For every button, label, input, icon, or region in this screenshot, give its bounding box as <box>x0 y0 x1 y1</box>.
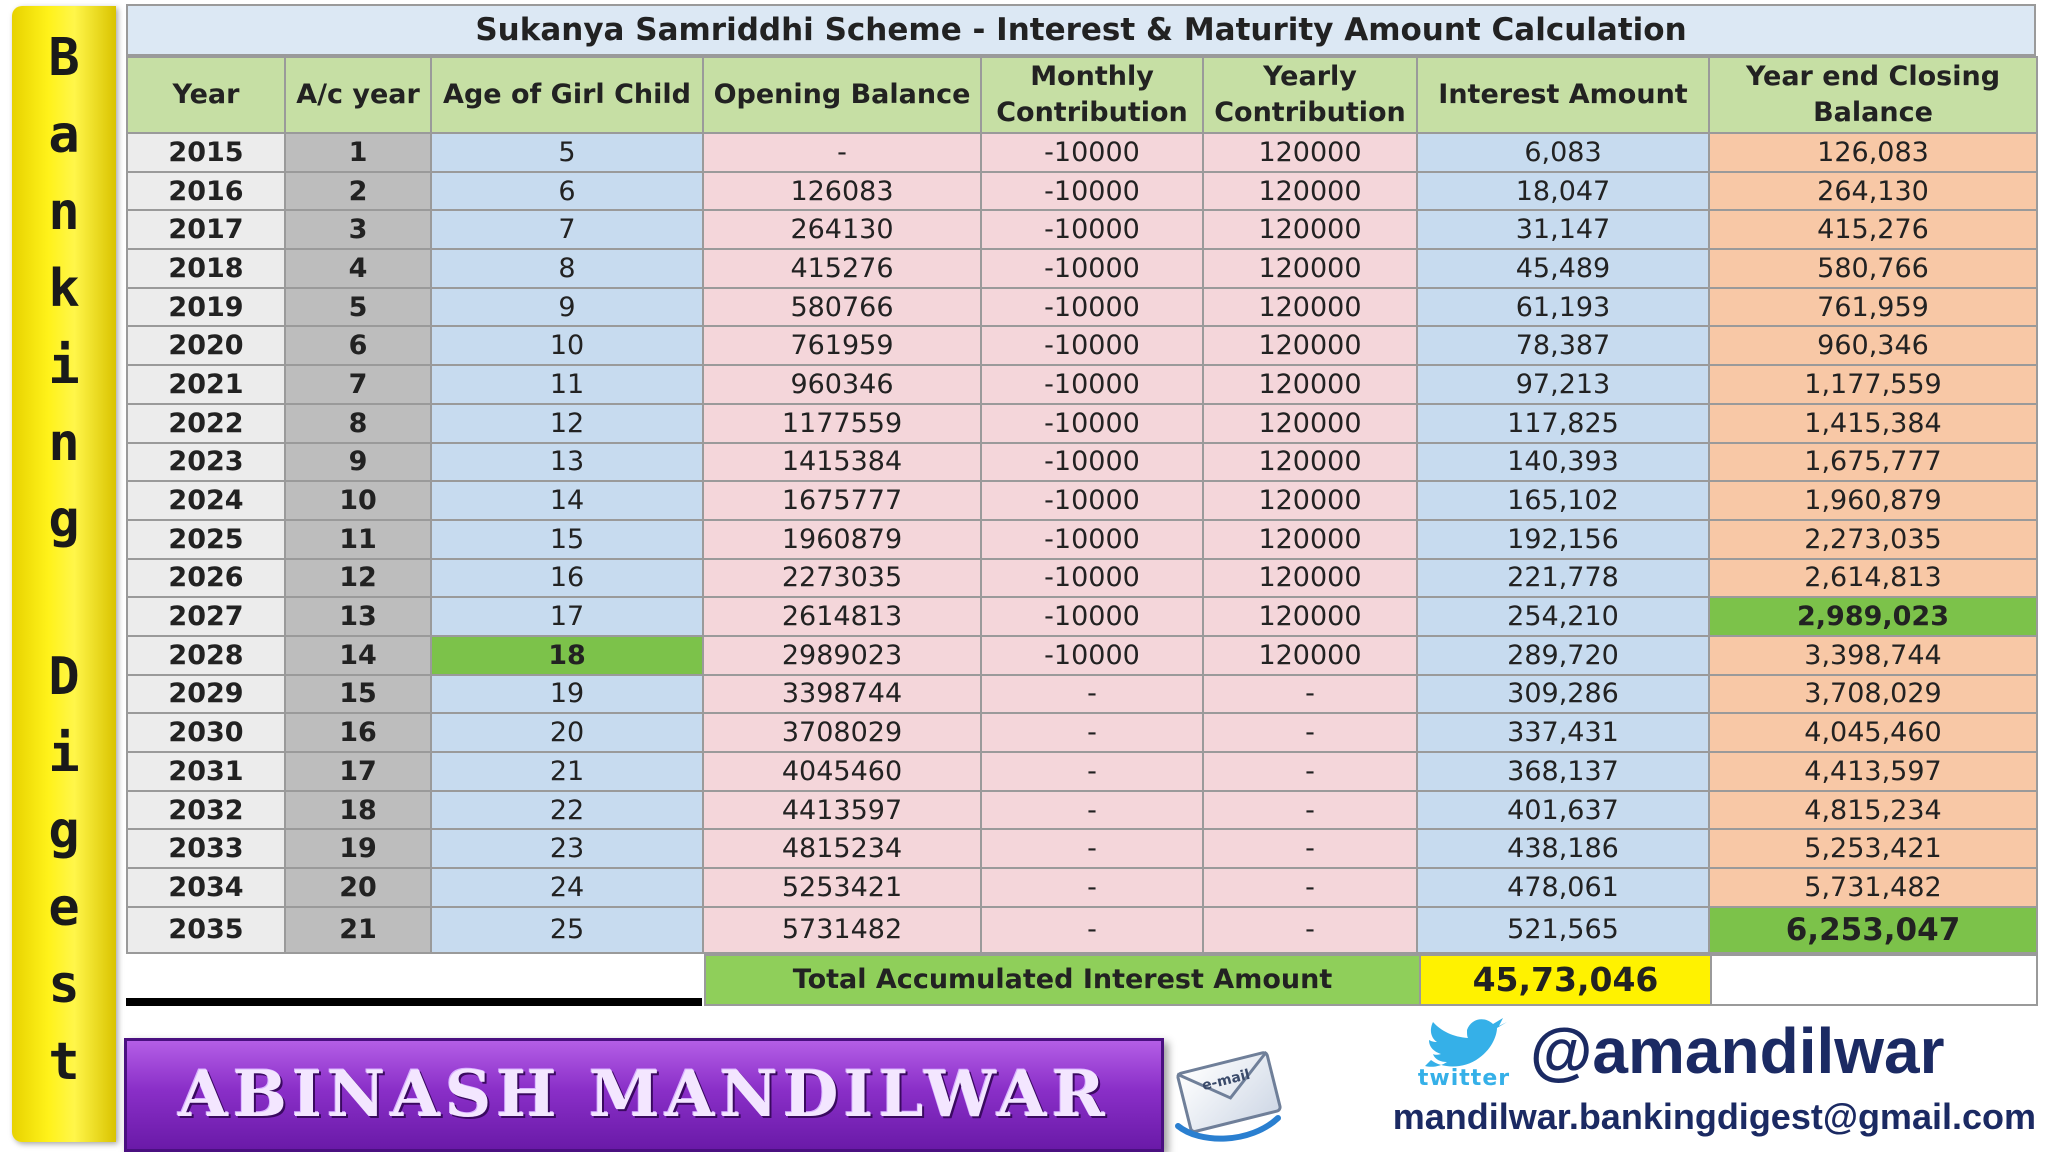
cell-monthly-contribution: -10000 <box>981 559 1203 598</box>
cell-closing-balance: 960,346 <box>1709 326 2037 365</box>
cell-closing-balance: 126,083 <box>1709 133 2037 172</box>
cell-closing-balance: 4,413,597 <box>1709 752 2037 791</box>
cell-monthly-contribution: - <box>981 868 1203 907</box>
cell-opening-balance: 580766 <box>703 288 981 327</box>
cell-opening-balance: - <box>703 133 981 172</box>
side-banner-letters <box>12 6 116 1142</box>
table-row <box>127 520 2037 559</box>
cell-age: 11 <box>431 365 703 404</box>
cell-age: 23 <box>431 829 703 868</box>
side-banner-letter: a <box>48 105 80 165</box>
divider-line <box>126 998 702 1006</box>
cell-ac-year: 11 <box>285 520 431 559</box>
cell-ac-year: 5 <box>285 288 431 327</box>
cell-ac-year: 3 <box>285 210 431 249</box>
cell-ac-year: 6 <box>285 326 431 365</box>
cell-monthly-contribution: -10000 <box>981 443 1203 482</box>
table-row <box>127 249 2037 288</box>
cell-age: 17 <box>431 597 703 636</box>
cell-monthly-contribution: -10000 <box>981 172 1203 211</box>
side-banner-letter: t <box>48 1032 80 1092</box>
cell-interest-amount: 521,565 <box>1417 907 1709 953</box>
cell-closing-balance: 1,960,879 <box>1709 481 2037 520</box>
cell-interest-amount: 401,637 <box>1417 791 1709 830</box>
cell-age: 18 <box>431 636 703 675</box>
cell-monthly-contribution: - <box>981 791 1203 830</box>
cell-closing-balance: 1,675,777 <box>1709 443 2037 482</box>
side-banner-letter: i <box>48 724 80 784</box>
cell-yearly-contribution: - <box>1203 829 1417 868</box>
cell-monthly-contribution: - <box>981 907 1203 953</box>
side-banner-letter: e <box>48 878 80 938</box>
cell-monthly-contribution: -10000 <box>981 249 1203 288</box>
cell-year: 2033 <box>127 829 285 868</box>
cell-closing-balance: 4,045,460 <box>1709 713 2037 752</box>
cell-year: 2032 <box>127 791 285 830</box>
cell-age: 10 <box>431 326 703 365</box>
cell-age: 19 <box>431 675 703 714</box>
table-row <box>127 443 2037 482</box>
cell-opening-balance: 126083 <box>703 172 981 211</box>
cell-closing-balance: 1,415,384 <box>1709 404 2037 443</box>
cell-monthly-contribution: - <box>981 752 1203 791</box>
cell-monthly-contribution: -10000 <box>981 133 1203 172</box>
side-banner-letter: k <box>48 259 80 319</box>
email-icon <box>1170 1048 1290 1144</box>
cell-monthly-contribution: -10000 <box>981 636 1203 675</box>
cell-year: 2018 <box>127 249 285 288</box>
cell-ac-year: 15 <box>285 675 431 714</box>
cell-yearly-contribution: 120000 <box>1203 481 1417 520</box>
cell-year: 2022 <box>127 404 285 443</box>
header-yearly-contribution: Yearly Contribution <box>1203 57 1417 133</box>
cell-year: 2030 <box>127 713 285 752</box>
cell-year: 2028 <box>127 636 285 675</box>
cell-interest-amount: 254,210 <box>1417 597 1709 636</box>
cell-yearly-contribution: - <box>1203 907 1417 953</box>
cell-age: 9 <box>431 288 703 327</box>
cell-opening-balance: 1415384 <box>703 443 981 482</box>
cell-opening-balance: 4815234 <box>703 829 981 868</box>
cell-ac-year: 19 <box>285 829 431 868</box>
cell-closing-balance: 580,766 <box>1709 249 2037 288</box>
cell-yearly-contribution: 120000 <box>1203 365 1417 404</box>
table-row <box>127 752 2037 791</box>
cell-ac-year: 4 <box>285 249 431 288</box>
cell-interest-amount: 18,047 <box>1417 172 1709 211</box>
cell-monthly-contribution: -10000 <box>981 288 1203 327</box>
email-icon-text: e-mail <box>1200 1066 1252 1095</box>
cell-monthly-contribution: -10000 <box>981 365 1203 404</box>
cell-year: 2027 <box>127 597 285 636</box>
cell-opening-balance: 2989023 <box>703 636 981 675</box>
cell-opening-balance: 1960879 <box>703 520 981 559</box>
cell-ac-year: 7 <box>285 365 431 404</box>
cell-interest-amount: 97,213 <box>1417 365 1709 404</box>
cell-closing-balance: 761,959 <box>1709 288 2037 327</box>
cell-interest-amount: 337,431 <box>1417 713 1709 752</box>
cell-year: 2034 <box>127 868 285 907</box>
cell-ac-year: 20 <box>285 868 431 907</box>
twitter-handle[interactable]: @amandilwar <box>1530 1015 1945 1087</box>
cell-ac-year: 10 <box>285 481 431 520</box>
table-row <box>127 636 2037 675</box>
cell-interest-amount: 6,083 <box>1417 133 1709 172</box>
cell-year: 2031 <box>127 752 285 791</box>
cell-closing-balance: 5,731,482 <box>1709 868 2037 907</box>
total-row <box>126 954 2036 1006</box>
table-row <box>127 404 2037 443</box>
total-label: Total Accumulated Interest Amount <box>704 954 1421 1006</box>
cell-ac-year: 21 <box>285 907 431 953</box>
cell-opening-balance: 415276 <box>703 249 981 288</box>
cell-interest-amount: 140,393 <box>1417 443 1709 482</box>
cell-year: 2017 <box>127 210 285 249</box>
calculation-table <box>126 56 2038 954</box>
cell-ac-year: 16 <box>285 713 431 752</box>
cell-yearly-contribution: 120000 <box>1203 520 1417 559</box>
table-row <box>127 907 2037 953</box>
cell-monthly-contribution: -10000 <box>981 597 1203 636</box>
cell-year: 2029 <box>127 675 285 714</box>
table-body <box>127 133 2037 953</box>
cell-opening-balance: 5253421 <box>703 868 981 907</box>
cell-age: 25 <box>431 907 703 953</box>
cell-interest-amount: 31,147 <box>1417 210 1709 249</box>
cell-year: 2021 <box>127 365 285 404</box>
cell-opening-balance: 761959 <box>703 326 981 365</box>
cell-year: 2015 <box>127 133 285 172</box>
side-banner-letter: g <box>48 490 80 550</box>
cell-yearly-contribution: 120000 <box>1203 133 1417 172</box>
cell-opening-balance: 2614813 <box>703 597 981 636</box>
table-row <box>127 868 2037 907</box>
cell-ac-year: 12 <box>285 559 431 598</box>
cell-yearly-contribution: - <box>1203 713 1417 752</box>
header-monthly-contribution: Monthly Contribution <box>981 57 1203 133</box>
cell-interest-amount: 438,186 <box>1417 829 1709 868</box>
cell-opening-balance: 3398744 <box>703 675 981 714</box>
cell-closing-balance: 2,273,035 <box>1709 520 2037 559</box>
cell-age: 13 <box>431 443 703 482</box>
cell-opening-balance: 4045460 <box>703 752 981 791</box>
cell-monthly-contribution: -10000 <box>981 520 1203 559</box>
cell-year: 2019 <box>127 288 285 327</box>
cell-closing-balance: 2,989,023 <box>1709 597 2037 636</box>
cell-closing-balance: 4,815,234 <box>1709 791 2037 830</box>
cell-ac-year: 2 <box>285 172 431 211</box>
side-banner-letter: i <box>48 336 80 396</box>
cell-yearly-contribution: - <box>1203 791 1417 830</box>
table-row <box>127 288 2037 327</box>
side-banner-letter: n <box>48 413 80 473</box>
cell-interest-amount: 309,286 <box>1417 675 1709 714</box>
cell-ac-year: 17 <box>285 752 431 791</box>
cell-age: 21 <box>431 752 703 791</box>
cell-closing-balance: 1,177,559 <box>1709 365 2037 404</box>
header-opening-balance: Opening Balance <box>703 57 981 133</box>
table-row <box>127 597 2037 636</box>
cell-yearly-contribution: - <box>1203 752 1417 791</box>
cell-age: 16 <box>431 559 703 598</box>
cell-interest-amount: 221,778 <box>1417 559 1709 598</box>
cell-age: 7 <box>431 210 703 249</box>
cell-year: 2023 <box>127 443 285 482</box>
cell-age: 20 <box>431 713 703 752</box>
total-value: 45,73,046 <box>1419 954 1712 1006</box>
cell-ac-year: 8 <box>285 404 431 443</box>
cell-yearly-contribution: 120000 <box>1203 404 1417 443</box>
table-row <box>127 172 2037 211</box>
table-row <box>127 675 2037 714</box>
cell-closing-balance: 415,276 <box>1709 210 2037 249</box>
cell-opening-balance: 1675777 <box>703 481 981 520</box>
cell-closing-balance: 2,614,813 <box>1709 559 2037 598</box>
cell-opening-balance: 2273035 <box>703 559 981 598</box>
cell-interest-amount: 478,061 <box>1417 868 1709 907</box>
author-name: ABINASH MANDILWAR <box>178 1057 1110 1132</box>
table-row <box>127 713 2037 752</box>
side-banner-letter: g <box>48 801 80 861</box>
cell-ac-year: 14 <box>285 636 431 675</box>
cell-age: 6 <box>431 172 703 211</box>
cell-age: 24 <box>431 868 703 907</box>
cell-monthly-contribution: -10000 <box>981 210 1203 249</box>
cell-interest-amount: 192,156 <box>1417 520 1709 559</box>
cell-yearly-contribution: 120000 <box>1203 210 1417 249</box>
cell-monthly-contribution: -10000 <box>981 404 1203 443</box>
cell-yearly-contribution: 120000 <box>1203 172 1417 211</box>
side-banner-letter: s <box>48 955 80 1015</box>
side-banner-letter: B <box>48 28 80 88</box>
cell-yearly-contribution: 120000 <box>1203 597 1417 636</box>
cell-year: 2024 <box>127 481 285 520</box>
cell-yearly-contribution: - <box>1203 868 1417 907</box>
table-row <box>127 829 2037 868</box>
cell-closing-balance: 5,253,421 <box>1709 829 2037 868</box>
cell-interest-amount: 78,387 <box>1417 326 1709 365</box>
cell-closing-balance: 3,398,744 <box>1709 636 2037 675</box>
cell-opening-balance: 5731482 <box>703 907 981 953</box>
cell-yearly-contribution: 120000 <box>1203 559 1417 598</box>
cell-age: 14 <box>431 481 703 520</box>
cell-opening-balance: 3708029 <box>703 713 981 752</box>
header-closing-balance: Year end Closing Balance <box>1709 57 2037 133</box>
cell-closing-balance: 3,708,029 <box>1709 675 2037 714</box>
side-banner-letter: D <box>48 647 80 707</box>
cell-year: 2035 <box>127 907 285 953</box>
cell-yearly-contribution: 120000 <box>1203 443 1417 482</box>
cell-closing-balance: 6,253,047 <box>1709 907 2037 953</box>
cell-monthly-contribution: - <box>981 829 1203 868</box>
cell-closing-balance: 264,130 <box>1709 172 2037 211</box>
cell-yearly-contribution: 120000 <box>1203 288 1417 327</box>
cell-yearly-contribution: - <box>1203 675 1417 714</box>
cell-opening-balance: 264130 <box>703 210 981 249</box>
cell-interest-amount: 45,489 <box>1417 249 1709 288</box>
cell-opening-balance: 4413597 <box>703 791 981 830</box>
total-empty-cell <box>1710 954 2038 1006</box>
cell-interest-amount: 117,825 <box>1417 404 1709 443</box>
header-year: Year <box>127 57 285 133</box>
sheet-title: Sukanya Samriddhi Scheme - Interest & Maturity Amount Calculation <box>126 4 2036 56</box>
cell-ac-year: 13 <box>285 597 431 636</box>
cell-ac-year: 9 <box>285 443 431 482</box>
cell-interest-amount: 289,720 <box>1417 636 1709 675</box>
cell-ac-year: 18 <box>285 791 431 830</box>
cell-interest-amount: 165,102 <box>1417 481 1709 520</box>
cell-monthly-contribution: -10000 <box>981 326 1203 365</box>
cell-monthly-contribution: - <box>981 713 1203 752</box>
header-interest-amount: Interest Amount <box>1417 57 1709 133</box>
table-row <box>127 559 2037 598</box>
calculation-sheet <box>126 4 2036 1006</box>
cell-year: 2020 <box>127 326 285 365</box>
header-ac-year: A/c year <box>285 57 431 133</box>
table-row <box>127 365 2037 404</box>
cell-monthly-contribution: -10000 <box>981 481 1203 520</box>
cell-interest-amount: 61,193 <box>1417 288 1709 327</box>
cell-yearly-contribution: 120000 <box>1203 636 1417 675</box>
table-row <box>127 326 2037 365</box>
cell-ac-year: 1 <box>285 133 431 172</box>
table-row <box>127 791 2037 830</box>
cell-age: 22 <box>431 791 703 830</box>
cell-age: 15 <box>431 520 703 559</box>
contact-email[interactable]: mandilwar.bankingdigest@gmail.com <box>1392 1096 2036 1137</box>
cell-opening-balance: 1177559 <box>703 404 981 443</box>
cell-monthly-contribution: - <box>981 675 1203 714</box>
cell-yearly-contribution: 120000 <box>1203 249 1417 288</box>
cell-year: 2016 <box>127 172 285 211</box>
cell-opening-balance: 960346 <box>703 365 981 404</box>
header-age: Age of Girl Child <box>431 57 703 133</box>
cell-interest-amount: 368,137 <box>1417 752 1709 791</box>
cell-yearly-contribution: 120000 <box>1203 326 1417 365</box>
cell-age: 12 <box>431 404 703 443</box>
side-banner <box>12 6 116 1142</box>
table-row <box>127 481 2037 520</box>
twitter-wordmark: twitter <box>1417 1066 1511 1091</box>
cell-year: 2025 <box>127 520 285 559</box>
header-row <box>127 57 2037 133</box>
cell-age: 8 <box>431 249 703 288</box>
side-banner-letter: n <box>48 182 80 242</box>
table-row <box>127 133 2037 172</box>
cell-age: 5 <box>431 133 703 172</box>
author-name-banner <box>124 1038 1164 1152</box>
table-row <box>127 210 2037 249</box>
cell-year: 2026 <box>127 559 285 598</box>
